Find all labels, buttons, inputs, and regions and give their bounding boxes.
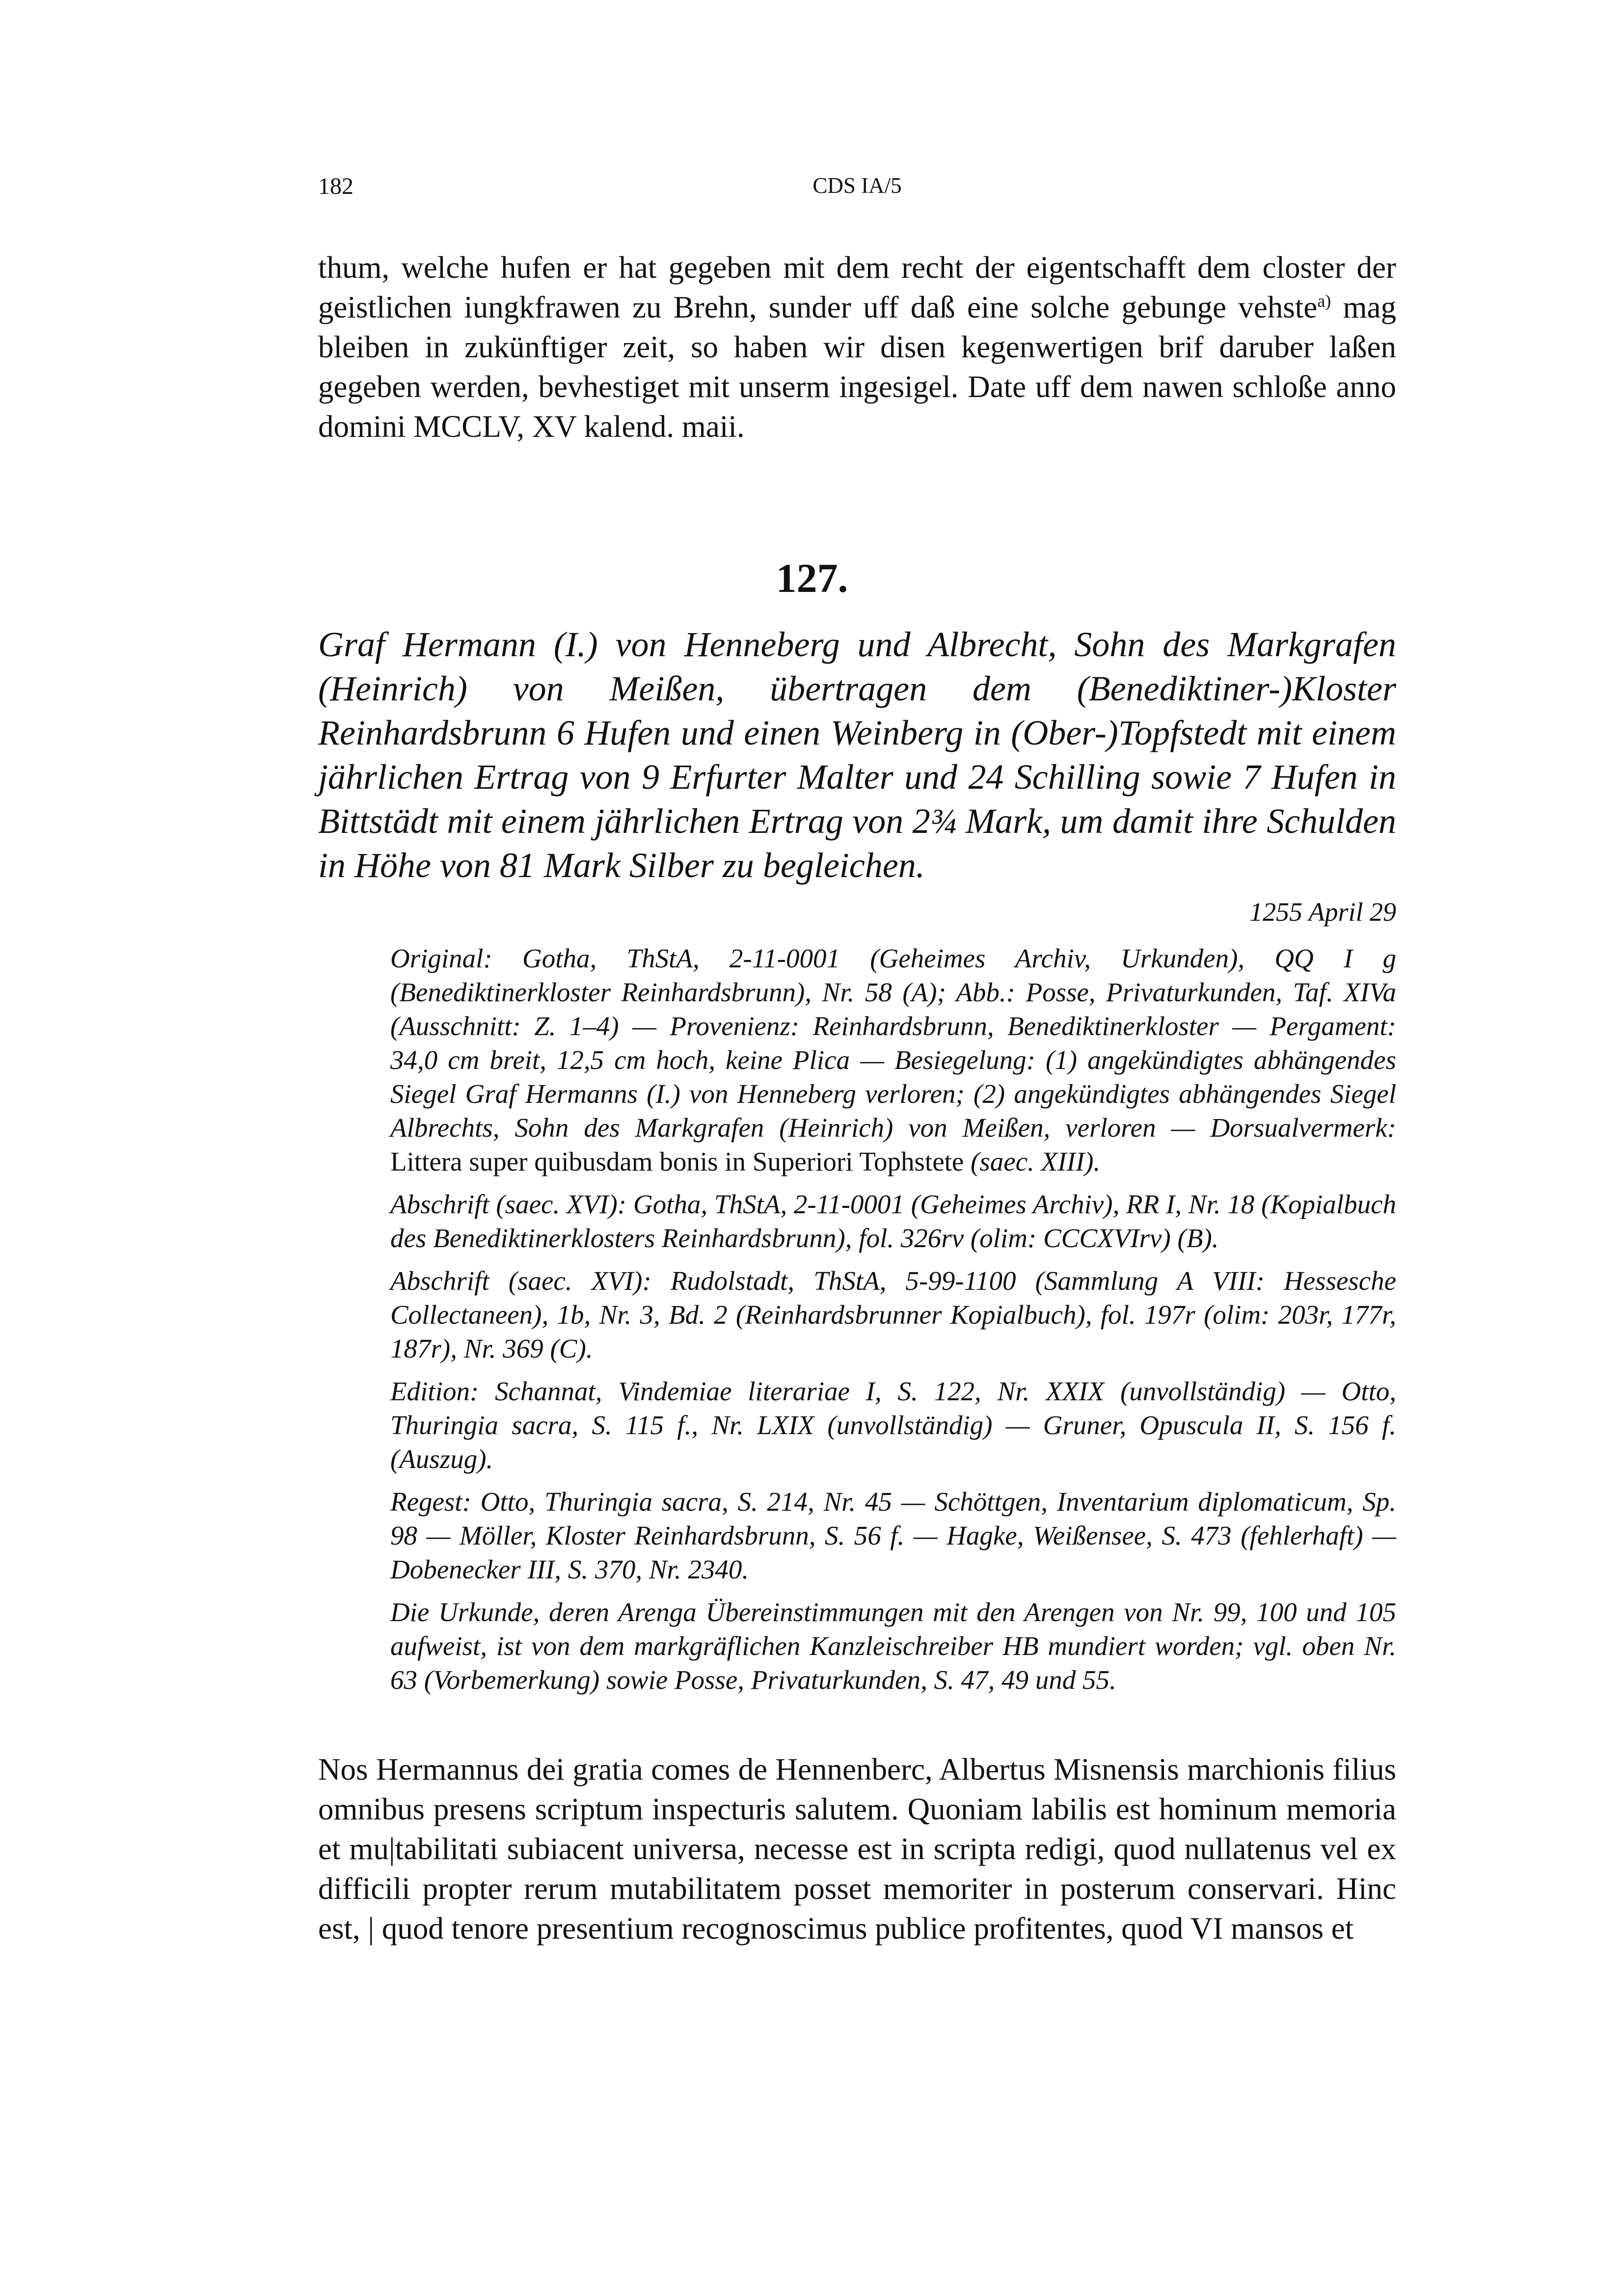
continuation-text [318, 248, 1396, 447]
document-apparatus [390, 941, 1396, 1706]
continuation-text-before-note: thum, welche hufen er hat gegeben mit dem recht der eigentschafft dem closter der geistlichen iungkfrawen zu Brehn, sunder uff daß eine solche gebunge vehste [318, 250, 1396, 324]
continuation-text-after-note: mag bleiben in zukünftiger zeit, so haben wir disen kegenwertigen brif daruber laßen gegeben werden, bevhestiget mit unserm ingesigel. Date uff dem nawen schloße anno domini MCCLV, XV kalend. maii. [318, 290, 1396, 444]
note-original-date: (saec. XIII). [964, 1147, 1101, 1176]
note-original-main: Original: Gotha, ThStA, 2-11-0001 (Geheimes Archiv, Urkunden), QQ I g (Benediktinerkloster Reinhardsbrunn), Nr. 58 (A); Abb.: Posse, Privaturkunden, Taf. XIVa (Ausschnitt: Z. 1–4) — Provenienz: Reinhardsbrunn, Benediktinerkloster — Pergament: 34,0 cm breit, 12,5 cm hoch, keine Plica — Besiegelung: (1) angekündigtes abhängendes Siegel Graf Hermanns (I.) von Henneberg verloren; (2) angekündigtes abhängendes Siegel Albrechts, Sohn des Markgrafen (Heinrich) von Meißen, verloren — Dorsualvermerk: [390, 943, 1396, 1143]
footnote-mark: a) [1317, 291, 1331, 311]
document-number: 127. [776, 556, 848, 601]
dorsal-note-quote: Littera super quibusdam bonis in Superiori Tophstete [390, 1147, 964, 1176]
note-regest-literature: Regest: Otto, Thuringia sacra, S. 214, Nr. 45 — Schöttgen, Inventarium diplomaticum, Sp. 98 — Möller, Kloster Reinhardsbrunn, S. 56 f. — Hagke, Weißensee, S. 473 (fehlerhaft) — Dobenecker III, S. 370, Nr. 2340. [390, 1487, 1396, 1584]
note-edition: Edition: Schannat, Vindemiae literariae I, S. 122, Nr. XXIX (unvollständig) — Otto, Thuringia sacra, S. 115 f., Nr. LXIX (unvollständig) — Gruner, Opuscula II, S. 156 f. (Auszug). [390, 1376, 1396, 1474]
note-remark: Die Urkunde, deren Arenga Übereinstimmungen mit den Arengen von Nr. 99, 100 und 105 aufweist, ist von dem markgräflichen Kanzleischreiber HB mundiert worden; vgl. oben Nr. 63 (Vorbemerkung) sowie Posse, Privaturkunden, S. 47, 49 und 55. [390, 1597, 1396, 1695]
running-title: CDS IA/5 [812, 173, 902, 198]
note-copy-c: Abschrift (saec. XVI): Rudolstadt, ThStA, 5-99-1100 (Sammlung A VIII: Hessesche Collectaneen), 1b, Nr. 3, Bd. 2 (Reinhardsbrunner Kopialbuch), fol. 197r (olim: 203r, 177r, 187r), Nr. 369 (C). [390, 1266, 1396, 1363]
document-regest: Graf Hermann (I.) von Henneberg und Albrecht, Sohn des Markgrafen (Heinrich) von Meißen, übertragen dem (Benediktiner-)Kloster Reinhardsbrunn 6 Hufen und einen Weinberg in (Ober-)Topfstedt mit einem jährlichen Ertrag von 9 Erfurter Malter und 24 Schilling sowie 7 Hufen in Bittstädt mit einem jährlichen Ertrag von 2¾ Mark, um damit ihre Schulden in Höhe von 81 Mark Silber zu begleichen. [318, 625, 1396, 885]
document-date: 1255 April 29 [1249, 897, 1396, 927]
page-header [318, 173, 1396, 207]
note-copy-b: Abschrift (saec. XVI): Gotha, ThStA, 2-11-0001 (Geheimes Archiv), RR I, Nr. 18 (Kopialbuch des Benediktinerklosters Reinhardsbrunn), fol. 326rv (olim: CCCXVIrv) (B). [390, 1189, 1396, 1253]
note-original [390, 941, 1396, 1178]
document-text: Nos Hermannus dei gratia comes de Hennenberc, Albertus Misnensis marchionis filius omnibus presens scriptum inspecturis salutem. Quoniam labilis est hominum memoria et mu|tabilitati subiacent universa, necesse est in scripta redigi, quod nullatenus vel ex difficili propter rerum mutabilitatem posset memoriter in posterum conservari. Hinc est, | quod tenore presentium recognoscimus publice profitentes, quod VI mansos et [318, 1752, 1396, 1946]
page-number: 182 [318, 173, 353, 199]
